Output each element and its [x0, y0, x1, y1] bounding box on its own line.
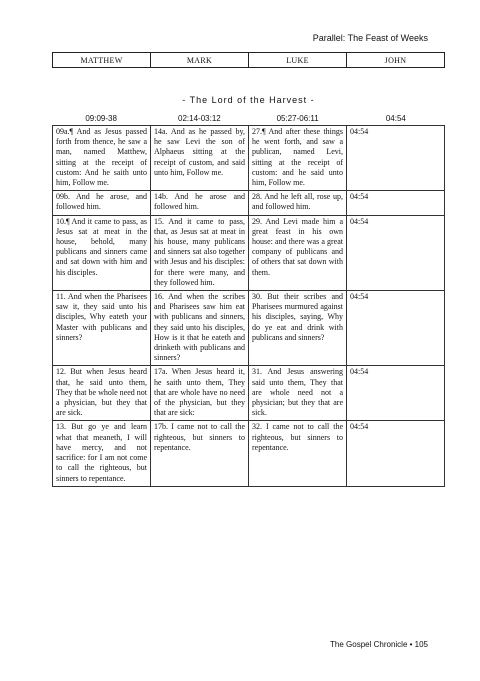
matthew-cell: 10.¶ And it came to pass, as Jesus sat at meat in the house, behold, many publicans and sinners came and sat down with him and his disciples. [53, 215, 151, 290]
gospel-header-john: JOHN [347, 53, 445, 68]
mark-cell: 15. And it came to pass, that, as Jesus sat at meat in his house, many publicans and sinners sat also together with Jesus and his disciples: for there were many, and they followed him. [151, 215, 249, 290]
gospel-header-mark: MARK [151, 53, 249, 68]
verse-row [53, 126, 445, 191]
john-cell: 04:54 [347, 126, 445, 191]
verse-row [53, 215, 445, 290]
mark-cell: 17a. When Jesus heard it, he saith unto them, They that are whole have no need of the physician, but they that are sick: [151, 366, 249, 421]
page-footer: The Gospel Chronicle • 105 [330, 640, 428, 649]
john-cell: 04:54 [347, 215, 445, 290]
reference-row [52, 113, 445, 124]
luke-cell: 28. And he left all, rose up, and followed him. [249, 191, 347, 215]
luke-cell: 31. And Jesus answering said unto them, They that are whole need not a physician; but they that are sick. [249, 366, 347, 421]
matthew-cell: 11. And when the Pharisees saw it, they said unto his disciples, Why eateth your Master with publicans and sinners? [53, 291, 151, 366]
ref-matthew: 09:09-38 [85, 114, 117, 123]
john-cell: 04:54 [347, 421, 445, 486]
verse-row [53, 421, 445, 486]
verse-row [53, 366, 445, 421]
matthew-cell: 09b. And he arose, and followed him. [53, 191, 151, 215]
matthew-cell: 12. But when Jesus heard that, he said unto them, They that be whole need not a physician, but they that are sick. [53, 366, 151, 421]
gospel-header-row [53, 53, 445, 68]
gospel-header-table [52, 52, 445, 68]
mark-cell: 16. And when the scribes and Pharisees saw him eat with publicans and sinners, they said unto his disciples, How is it that he eateth and drinketh with publicans and sinners? [151, 291, 249, 366]
john-cell: 04:54 [347, 366, 445, 421]
gospel-header-luke: LUKE [249, 53, 347, 68]
john-cell: 04:54 [347, 191, 445, 215]
luke-cell: 29. And Levi made him a great feast in his own house: and there was a great company of publicans and of others that sat down with them. [249, 215, 347, 290]
luke-cell: 32. I came not to call the righteous, but sinners to repentance. [249, 421, 347, 486]
gospel-header-matthew: MATTHEW [53, 53, 151, 68]
ref-mark: 02:14-03:12 [178, 114, 221, 123]
page-header-title: Parallel: The Feast of Weeks [312, 33, 428, 43]
verse-row [53, 191, 445, 215]
john-cell: 04:54 [347, 291, 445, 366]
matthew-cell: 09a.¶ And as Jesus passed forth from thence, he saw a man, named Matthew, sitting at the receipt of custom: And he saith unto him, Follow me. [53, 126, 151, 191]
mark-cell: 14b. And he arose and followed him. [151, 191, 249, 215]
ref-luke: 05:27-06:11 [276, 114, 319, 123]
ref-john: 04:54 [385, 114, 406, 123]
section-title: - The Lord of the Harvest - [182, 95, 315, 105]
mark-cell: 17b. I came not to call the righteous, but sinners to repentance. [151, 421, 249, 486]
reference-row-table [52, 113, 445, 124]
luke-cell: 30. But their scribes and Pharisees murmured against his disciples, saying, Why do ye eat and drink with publicans and sinners? [249, 291, 347, 366]
luke-cell: 27.¶ And after these things he went forth, and saw a publican, named Levi, sitting at the receipt of custom: and he said unto him, Follow me. [249, 126, 347, 191]
parallel-text-grid [52, 125, 445, 487]
matthew-cell: 13. But go ye and learn what that meaneth, I will have mercy, and not sacrifice: for I am not come to call the righteous, but sinners to repentance. [53, 421, 151, 486]
mark-cell: 14a. And as he passed by, he saw Levi the son of Alphaeus sitting at the receipt of custom, and said unto him, Follow me. [151, 126, 249, 191]
verse-row [53, 291, 445, 366]
